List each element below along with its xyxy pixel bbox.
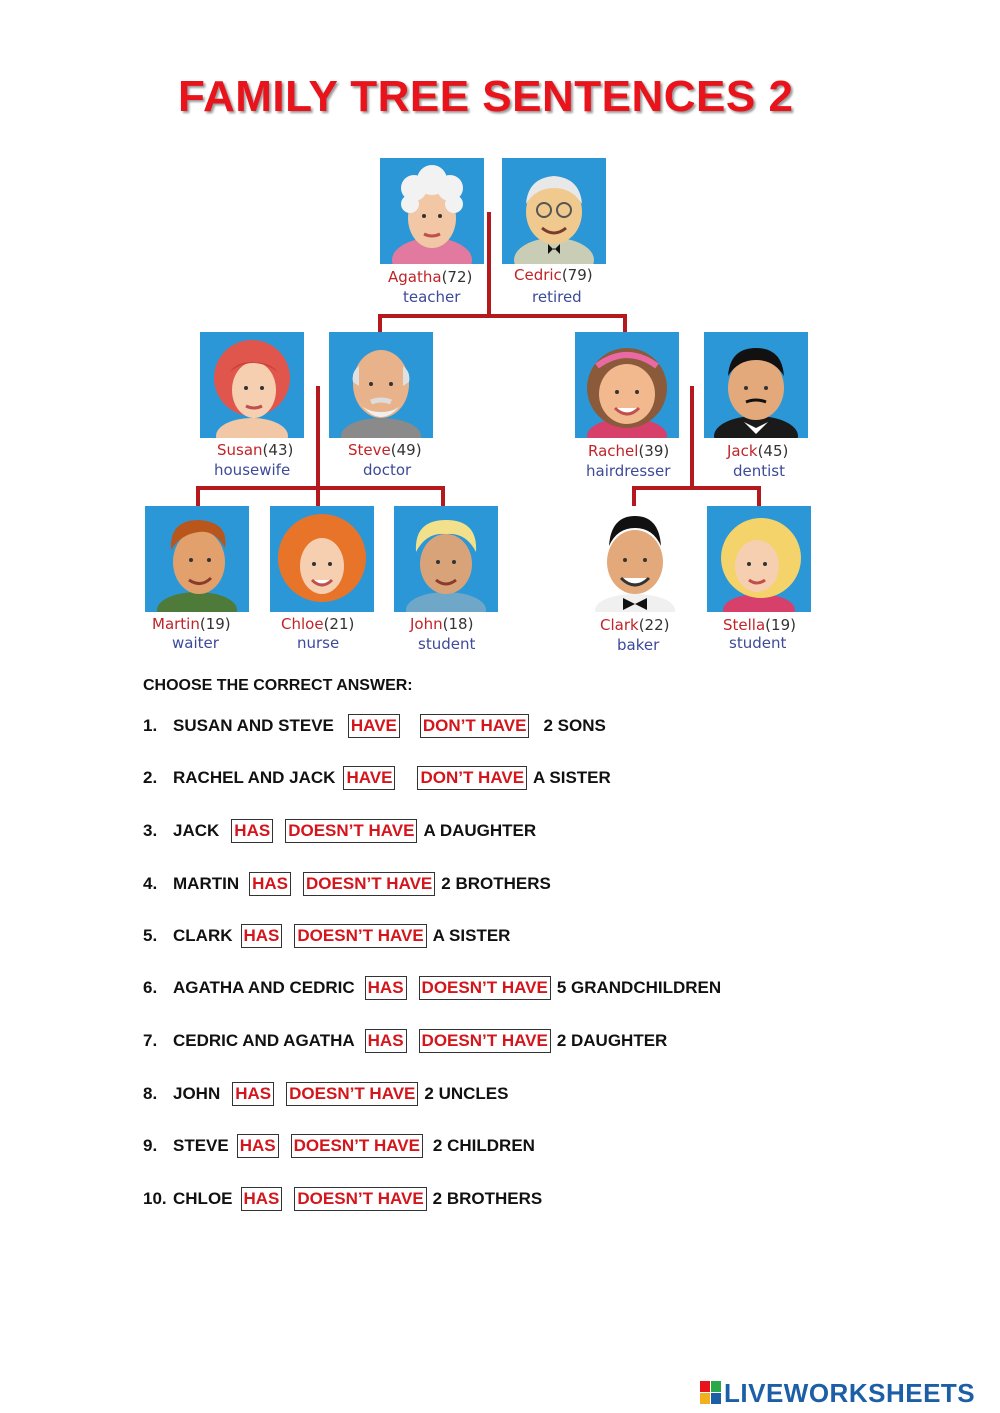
- john-label: John(18): [410, 615, 474, 633]
- tree-line: [623, 314, 627, 334]
- tree-line: [690, 386, 694, 486]
- jack-job: dentist: [733, 462, 786, 480]
- stella-portrait: [707, 506, 811, 612]
- tree-line: [196, 486, 444, 490]
- jack-portrait: [704, 332, 808, 438]
- instructions: CHOOSE THE CORRECT ANSWER:: [143, 677, 413, 694]
- answer-option-1[interactable]: HAS: [365, 976, 407, 1000]
- answer-option-1[interactable]: HAS: [231, 819, 273, 843]
- tree-line: [316, 386, 320, 514]
- stella-job: student: [729, 634, 787, 652]
- question-6: 6. AGATHA AND CEDRIC HAS DOESN’T HAVE 5 GRANDCHILDREN: [143, 976, 721, 1000]
- page-title: FAMILY TREE SENTENCES 2: [178, 72, 794, 121]
- family-tree: [0, 0, 1000, 670]
- steve-job: doctor: [363, 461, 412, 479]
- answer-option-2[interactable]: DOESN’T HAVE: [291, 1134, 423, 1158]
- tree-line: [632, 486, 636, 506]
- logo-mark-icon: [700, 1381, 722, 1405]
- answer-option-1[interactable]: HAS: [365, 1029, 407, 1053]
- answer-option-2[interactable]: DOESN’T HAVE: [419, 976, 551, 1000]
- question-4: 4. MARTIN HAS DOESN’T HAVE 2 BROTHERS: [143, 872, 551, 896]
- agatha-portrait: [380, 158, 484, 264]
- steve-label: Steve(49): [348, 441, 422, 459]
- chloe-job: nurse: [297, 634, 340, 652]
- answer-option-2[interactable]: DOESN’T HAVE: [286, 1082, 418, 1106]
- answer-option-2[interactable]: DON’T HAVE: [420, 714, 530, 738]
- answer-option-1[interactable]: HAS: [232, 1082, 274, 1106]
- liveworksheets-logo: [700, 1378, 975, 1408]
- clark-job: baker: [617, 636, 660, 654]
- susan-portrait: [200, 332, 304, 438]
- question-1: 1. SUSAN AND STEVE HAVE DON’T HAVE 2 SONS: [143, 714, 606, 738]
- answer-option-2[interactable]: DOESN’T HAVE: [285, 819, 417, 843]
- tree-line: [196, 486, 200, 506]
- question-5: 5. CLARK HAS DOESN’T HAVE A SISTER: [143, 924, 510, 948]
- answer-option-1[interactable]: HAS: [249, 872, 291, 896]
- john-portrait: [394, 506, 498, 612]
- answer-option-2[interactable]: DOESN’T HAVE: [303, 872, 435, 896]
- agatha-label: Agatha(72): [388, 268, 473, 286]
- steve-portrait: [329, 332, 433, 438]
- tree-line: [378, 314, 626, 318]
- tree-line: [757, 486, 761, 506]
- jack-label: Jack(45): [727, 442, 789, 460]
- answer-option-1[interactable]: HAS: [241, 1187, 283, 1211]
- martin-job: waiter: [172, 634, 219, 652]
- logo-text: LIVEWORKSHEETS: [724, 1377, 976, 1408]
- stella-label: Stella(19): [723, 616, 796, 634]
- answer-option-1[interactable]: HAVE: [348, 714, 400, 738]
- tree-line: [632, 486, 760, 490]
- question-9: 9. STEVE HAS DOESN’T HAVE 2 CHILDREN: [143, 1134, 535, 1158]
- cedric-label: Cedric(79): [514, 266, 593, 284]
- answer-option-2[interactable]: DOESN’T HAVE: [419, 1029, 551, 1053]
- cedric-job: retired: [532, 288, 582, 306]
- susan-label: Susan(43): [217, 441, 294, 459]
- question-3: 3. JACK HAS DOESN’T HAVE A DAUGHTER: [143, 819, 536, 843]
- answer-option-1[interactable]: HAS: [237, 1134, 279, 1158]
- question-10: 10. CHLOE HAS DOESN’T HAVE 2 BROTHERS: [143, 1187, 542, 1211]
- rachel-label: Rachel(39): [588, 442, 670, 460]
- susan-job: housewife: [214, 461, 291, 479]
- chloe-portrait: [270, 506, 374, 612]
- cedric-portrait: [502, 158, 606, 264]
- answer-option-2[interactable]: DON’T HAVE: [417, 766, 527, 790]
- answer-option-2[interactable]: DOESN’T HAVE: [294, 924, 426, 948]
- answer-option-2[interactable]: DOESN’T HAVE: [294, 1187, 426, 1211]
- answer-option-1[interactable]: HAVE: [343, 766, 395, 790]
- question-2: 2. RACHEL AND JACK HAVE DON’T HAVE A SISTER: [143, 766, 611, 790]
- martin-label: Martin(19): [152, 615, 231, 633]
- tree-line: [441, 486, 445, 506]
- clark-label: Clark(22): [600, 616, 670, 634]
- answer-option-1[interactable]: HAS: [241, 924, 283, 948]
- tree-line: [378, 314, 382, 334]
- question-7: 7. CEDRIC AND AGATHA HAS DOESN’T HAVE 2 DAUGHTER: [143, 1029, 667, 1053]
- clark-portrait: [583, 506, 687, 612]
- martin-portrait: [145, 506, 249, 612]
- agatha-job: teacher: [403, 288, 461, 306]
- rachel-job: hairdresser: [586, 462, 671, 480]
- tree-line: [487, 212, 491, 316]
- chloe-label: Chloe(21): [281, 615, 355, 633]
- rachel-portrait: [575, 332, 679, 438]
- john-job: student: [418, 635, 476, 653]
- question-8: 8. JOHN HAS DOESN’T HAVE 2 UNCLES: [143, 1082, 508, 1106]
